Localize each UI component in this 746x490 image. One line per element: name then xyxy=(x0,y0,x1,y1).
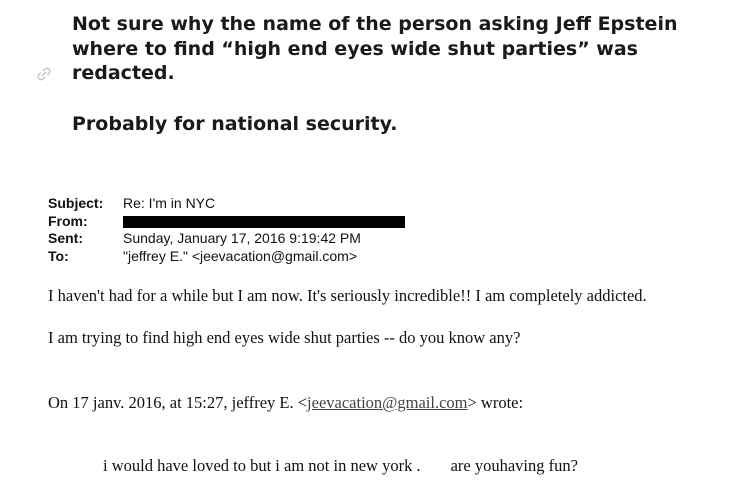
reply-attribution xyxy=(48,393,523,413)
quote-part: are youhaving fun? xyxy=(450,456,578,475)
subject-value: Re: I'm in NYC xyxy=(123,195,216,211)
to-value: "jeffrey E." <jeevacation@gmail.com> xyxy=(123,247,358,264)
post-line: Not sure why the name of the person asking Jeff Epstein xyxy=(72,13,678,35)
post-text xyxy=(72,12,712,136)
subject-row xyxy=(48,195,738,213)
attribution-prefix: On 17 janv. 2016, at 15:27, jeffrey E. < xyxy=(48,393,308,412)
quote-part: i would have loved to but i am not in new york . xyxy=(103,456,421,475)
email-body-line: I haven't had for a while but I am now. It's seriously incredible!! I am completely addicted. xyxy=(48,286,647,305)
attribution-suffix: > wrote: xyxy=(467,393,524,412)
post-line: redacted. xyxy=(72,62,175,84)
post-line: Probably for national security. xyxy=(72,112,398,135)
post-line: where to find “high end eyes wide shut parties” was xyxy=(72,37,638,60)
to-row xyxy=(48,248,738,266)
email-body-line: I am trying to find high end eyes wide shut parties -- do you know any? xyxy=(48,328,521,347)
sent-label: Sent: xyxy=(48,230,83,246)
email-link[interactable]: jeevacation@gmail.com xyxy=(307,393,468,412)
from-row xyxy=(48,213,738,231)
quoted-message xyxy=(103,456,578,476)
sent-value: Sunday, January 17, 2016 9:19:42 PM xyxy=(123,230,361,246)
to-label: To: xyxy=(48,247,69,264)
subject-label: Subject: xyxy=(48,195,104,211)
redaction-bar xyxy=(123,216,405,228)
email-headers xyxy=(48,195,738,265)
email-screenshot xyxy=(48,195,738,475)
from-label: From: xyxy=(48,212,88,229)
sent-row xyxy=(48,230,738,248)
chain-link-icon xyxy=(34,64,54,84)
link-icon[interactable] xyxy=(34,64,54,84)
